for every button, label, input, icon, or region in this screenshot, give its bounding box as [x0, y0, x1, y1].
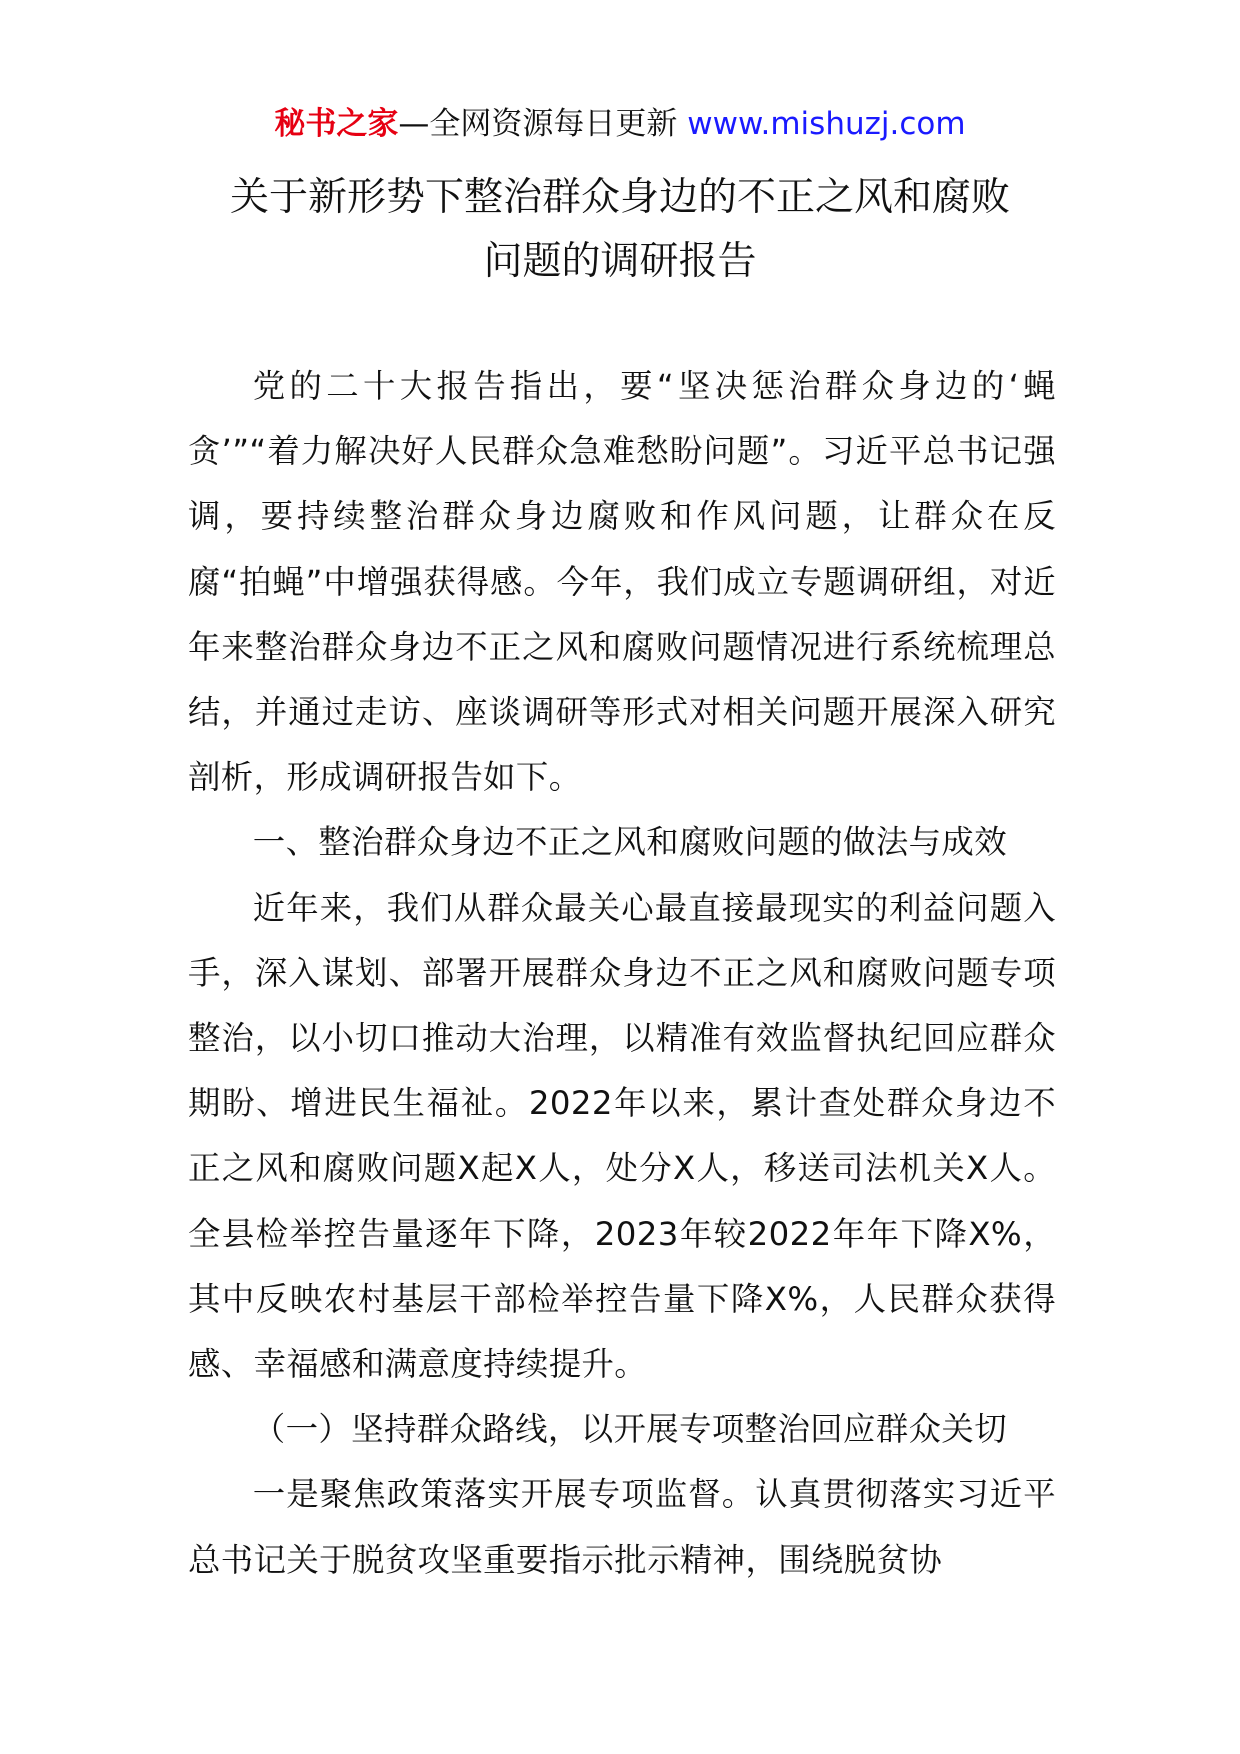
document-body: [188, 354, 1056, 1593]
section-heading-1: 一、整治群众身边不正之风和腐败问题的做法与成效: [252, 823, 1007, 862]
title-line-1: 关于新形势下整治群众身边的不正之风和腐败: [229, 175, 1010, 220]
subsection-heading-1: （一）坚持群众路线，以开展专项整治回应群众关切: [252, 1410, 1007, 1449]
body-paragraph: 近年来，我们从群众最关心最直接最现实的利益问题入手，深入谋划、部署开展群众身边不正之风和腐败问题专项整治，以小切口推动大治理，以精准有效监督执纪回应群众期盼、增进民生福祉。2022年以来，累计查处群众身边不正之风和腐败问题X起X人，处分X人，移送司法机关X人。全县检举控告量逐年下降，2023年较2022年年下降X%，其中反映农村基层干部检举控告量下降X%，人民群众获得感、幸福感和满意度持续提升。: [188, 888, 1056, 1384]
site-header: [0, 104, 1240, 144]
site-url-link[interactable]: www.mishuzj.com: [687, 106, 966, 142]
document-title: [150, 166, 1090, 294]
site-tagline: —全网资源每日更新: [398, 106, 688, 142]
title-line-2: 问题的调研报告: [483, 239, 757, 284]
intro-paragraph: 党的二十大报告指出，要“坚决惩治群众身边的‘蝇贪’”“着力解决好人民群众急难愁盼问题”。习近平总书记强调，要持续整治群众身边腐败和作风问题，让群众在反腐“拍蝇”中增强获得感。今年，我们成立专题调研组，对近年来整治群众身边不正之风和腐败问题情况进行系统梳理总结，并通过走访、座谈调研等形式对相关问题开展深入研究剖析，形成调研报告如下。: [188, 367, 1056, 797]
site-brand: 秘书之家: [274, 106, 399, 142]
body-paragraph: 一是聚焦政策落实开展专项监督。认真贯彻落实习近平总书记关于脱贫攻坚重要指示批示精神，围绕脱贫协: [188, 1475, 1056, 1579]
